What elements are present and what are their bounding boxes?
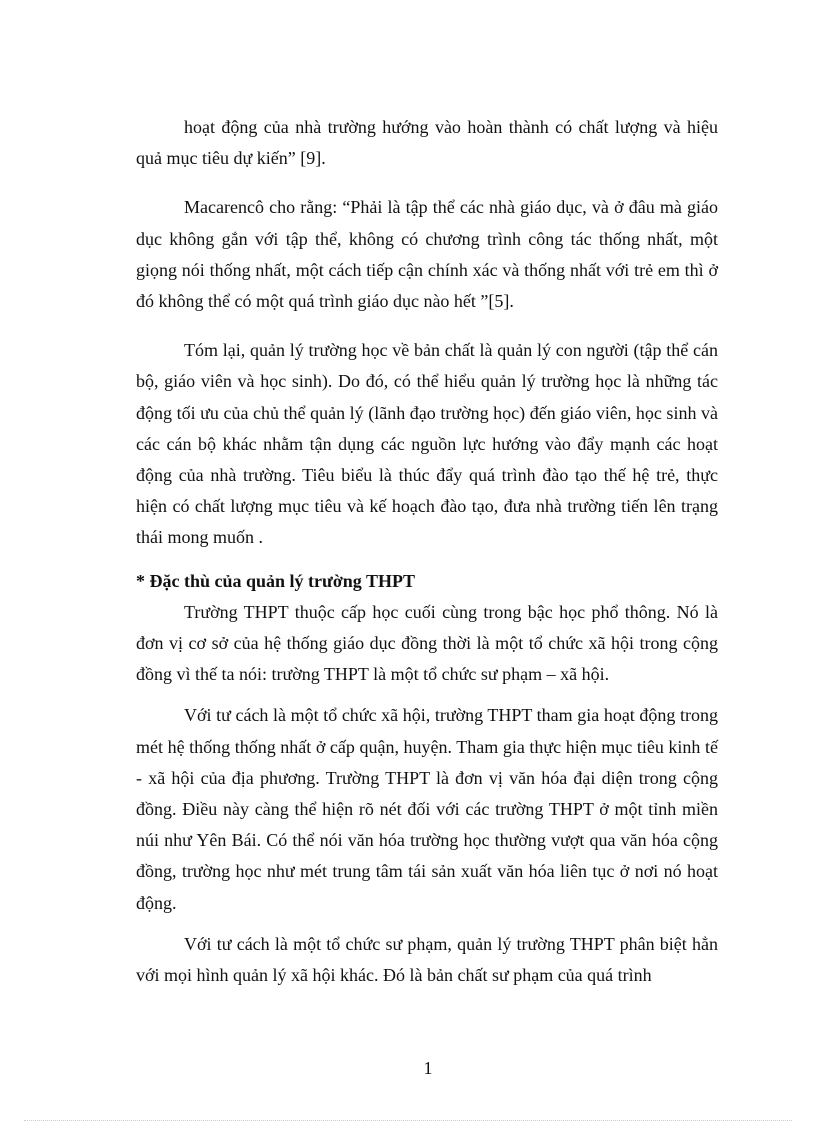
paragraph-quote-end: hoạt động của nhà trường hướng vào hoàn thành có chất lượng và hiệu quả mục tiêu dự kiến” [9]. — [136, 117, 718, 169]
page-body — [136, 112, 718, 991]
paragraph-pedagogical-organization: Với tư cách là một tổ chức sư phạm, quản lý trường THPT phân biệt hẳn với mọi hình quản lý xã hội khác. Đó là bản chất sư phạm của quá trình — [136, 933, 718, 986]
page-number: 1 — [423, 1058, 433, 1078]
paragraph-social-organization: Với tư cách là một tổ chức xã hội, trường THPT tham gia hoạt động trong mét hệ thống thống nhất ở cấp quận, huyện. Tham gia thực hiện mục tiêu kinh tế - xã hội của địa phương. Trường THPT là đơn vị văn hóa đại diện trong cộng đồng. Điều này càng thể hiện rõ nét đối với các trường THPT ở một tỉnh miền núi như Yên Bái. Có thể nói văn hóa trường học thường vượt qua văn hóa cộng đồng, trường học như mét trung tâm tái sản xuất văn hóa liên tục ở nơi nó hoạt động. — [136, 705, 718, 913]
section-heading: * Đặc thù của quản lý trường THPT — [136, 570, 415, 591]
paragraph-summary: Tóm lại, quản lý trường học về bản chất là quản lý con người (tập thể cán bộ, giáo viên và học sinh). Do đó, có thể hiểu quản lý trường học là những tác động tối ưu của chủ thể quản lý (lãnh đạo trường học) đến giáo viên, học sinh và các cán bộ khác nhằm tận dụng các nguồn lực hướng vào đẩy mạnh các hoạt động của nhà trường. Tiêu biểu là thúc đẩy quá trình đào tạo thế hệ trẻ, thực hiện có chất lượng mục tiêu và kế hoạch đào tạo, đưa nhà trường tiến lên trạng thái mong muốn . — [136, 340, 718, 548]
paragraph-thpt-intro: Trường THPT thuộc cấp học cuối cùng trong bậc học phổ thông. Nó là đơn vị cơ sở của hệ thống giáo dục đồng thời là một tổ chức xã hội trong cộng đồng vì thế ta nói: trường THPT là một tổ chức sư phạm – xã hội. — [136, 601, 718, 685]
paragraph-macarenco: Macarencô cho rằng: “Phải là tập thể các nhà giáo dục, và ở đâu mà giáo dục không gắn với tập thể, không có chương trình công tác thống nhất, một giọng nói thống nhất, một cách tiếp cận chính xác và thống nhất với trẻ em thì ở đó không thể có một quá trình giáo dục nào hết ”[5]. — [136, 197, 718, 312]
footer-divider — [24, 1120, 792, 1121]
